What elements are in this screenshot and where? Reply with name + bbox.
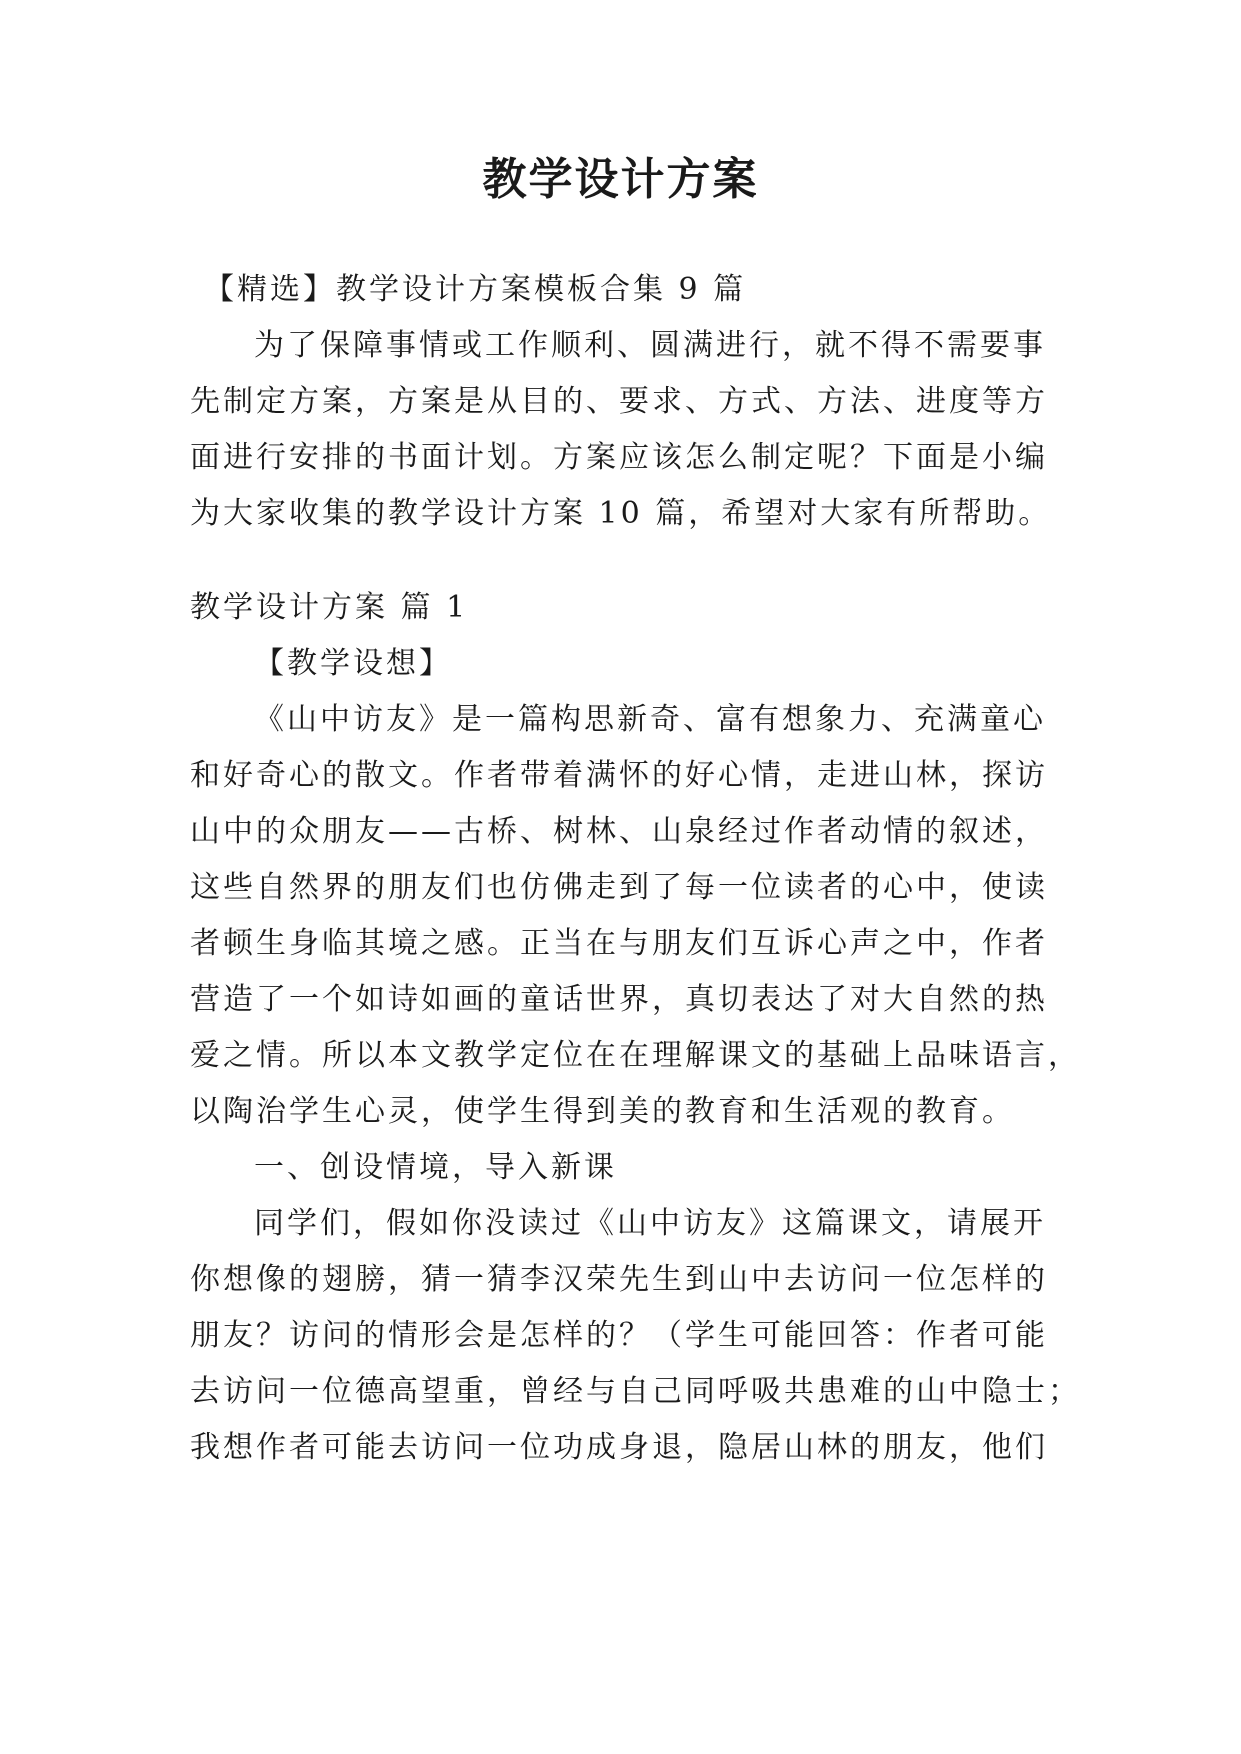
intro-line: 为大家收集的教学设计方案 10 篇，希望对大家有所帮助。 xyxy=(190,496,1052,531)
paragraph-line: 营造了一个如诗如画的童话世界，真切表达了对大自然的热 xyxy=(190,982,1048,1017)
paragraph-line: 和好奇心的散文。作者带着满怀的好心情，走进山林，探访 xyxy=(190,758,1048,793)
document-title: 教学设计方案 xyxy=(482,154,759,205)
section-1 xyxy=(190,580,1081,1476)
intro-subtitle: 【精选】教学设计方案模板合集 9 篇 xyxy=(204,272,747,307)
intro-line: 为了保障事情或工作顺利、圆满进行，就不得不需要事 xyxy=(254,328,1046,363)
paragraph-line: 去访问一位德高望重，曾经与自己同呼吸共患难的山中隐士； xyxy=(190,1374,1081,1409)
paragraph-line: 朋友？访问的情形会是怎样的？（学生可能回答：作者可能 xyxy=(190,1318,1048,1353)
intro-block xyxy=(190,262,1050,542)
paragraph-line: 这些自然界的朋友们也仿佛走到了每一位读者的心中，使读 xyxy=(190,870,1048,905)
paragraph-line: 同学们，假如你没读过《山中访友》这篇课文，请展开 xyxy=(254,1206,1046,1241)
intro-line: 先制定方案，方案是从目的、要求、方式、方法、进度等方 xyxy=(190,384,1048,419)
paragraph-line: 你想像的翅膀，猜一猜李汉荣先生到山中去访问一位怎样的 xyxy=(190,1262,1048,1297)
paragraph-line: 山中的众朋友——古桥、树林、山泉经过作者动情的叙述， xyxy=(190,814,1048,849)
section-heading: 教学设计方案 篇 1 xyxy=(190,590,469,625)
paragraph-line: 者顿生身临其境之感。正当在与朋友们互诉心声之中，作者 xyxy=(190,926,1048,961)
intro-line: 面进行安排的书面计划。方案应该怎么制定呢？下面是小编 xyxy=(190,440,1048,475)
paragraph-line: 《山中访友》是一篇构思新奇、富有想象力、充满童心 xyxy=(254,702,1046,737)
step-heading: 一、创设情境，导入新课 xyxy=(254,1150,617,1185)
paragraph-line: 以陶治学生心灵，使学生得到美的教育和生活观的教育。 xyxy=(190,1094,1015,1129)
paragraph-line: 爱之情。所以本文教学定位在在理解课文的基础上品味语言， xyxy=(190,1038,1081,1073)
paragraph-line: 我想作者可能去访问一位功成身退，隐居山林的朋友，他们 xyxy=(190,1430,1048,1465)
section-subheading: 【教学设想】 xyxy=(254,646,452,681)
